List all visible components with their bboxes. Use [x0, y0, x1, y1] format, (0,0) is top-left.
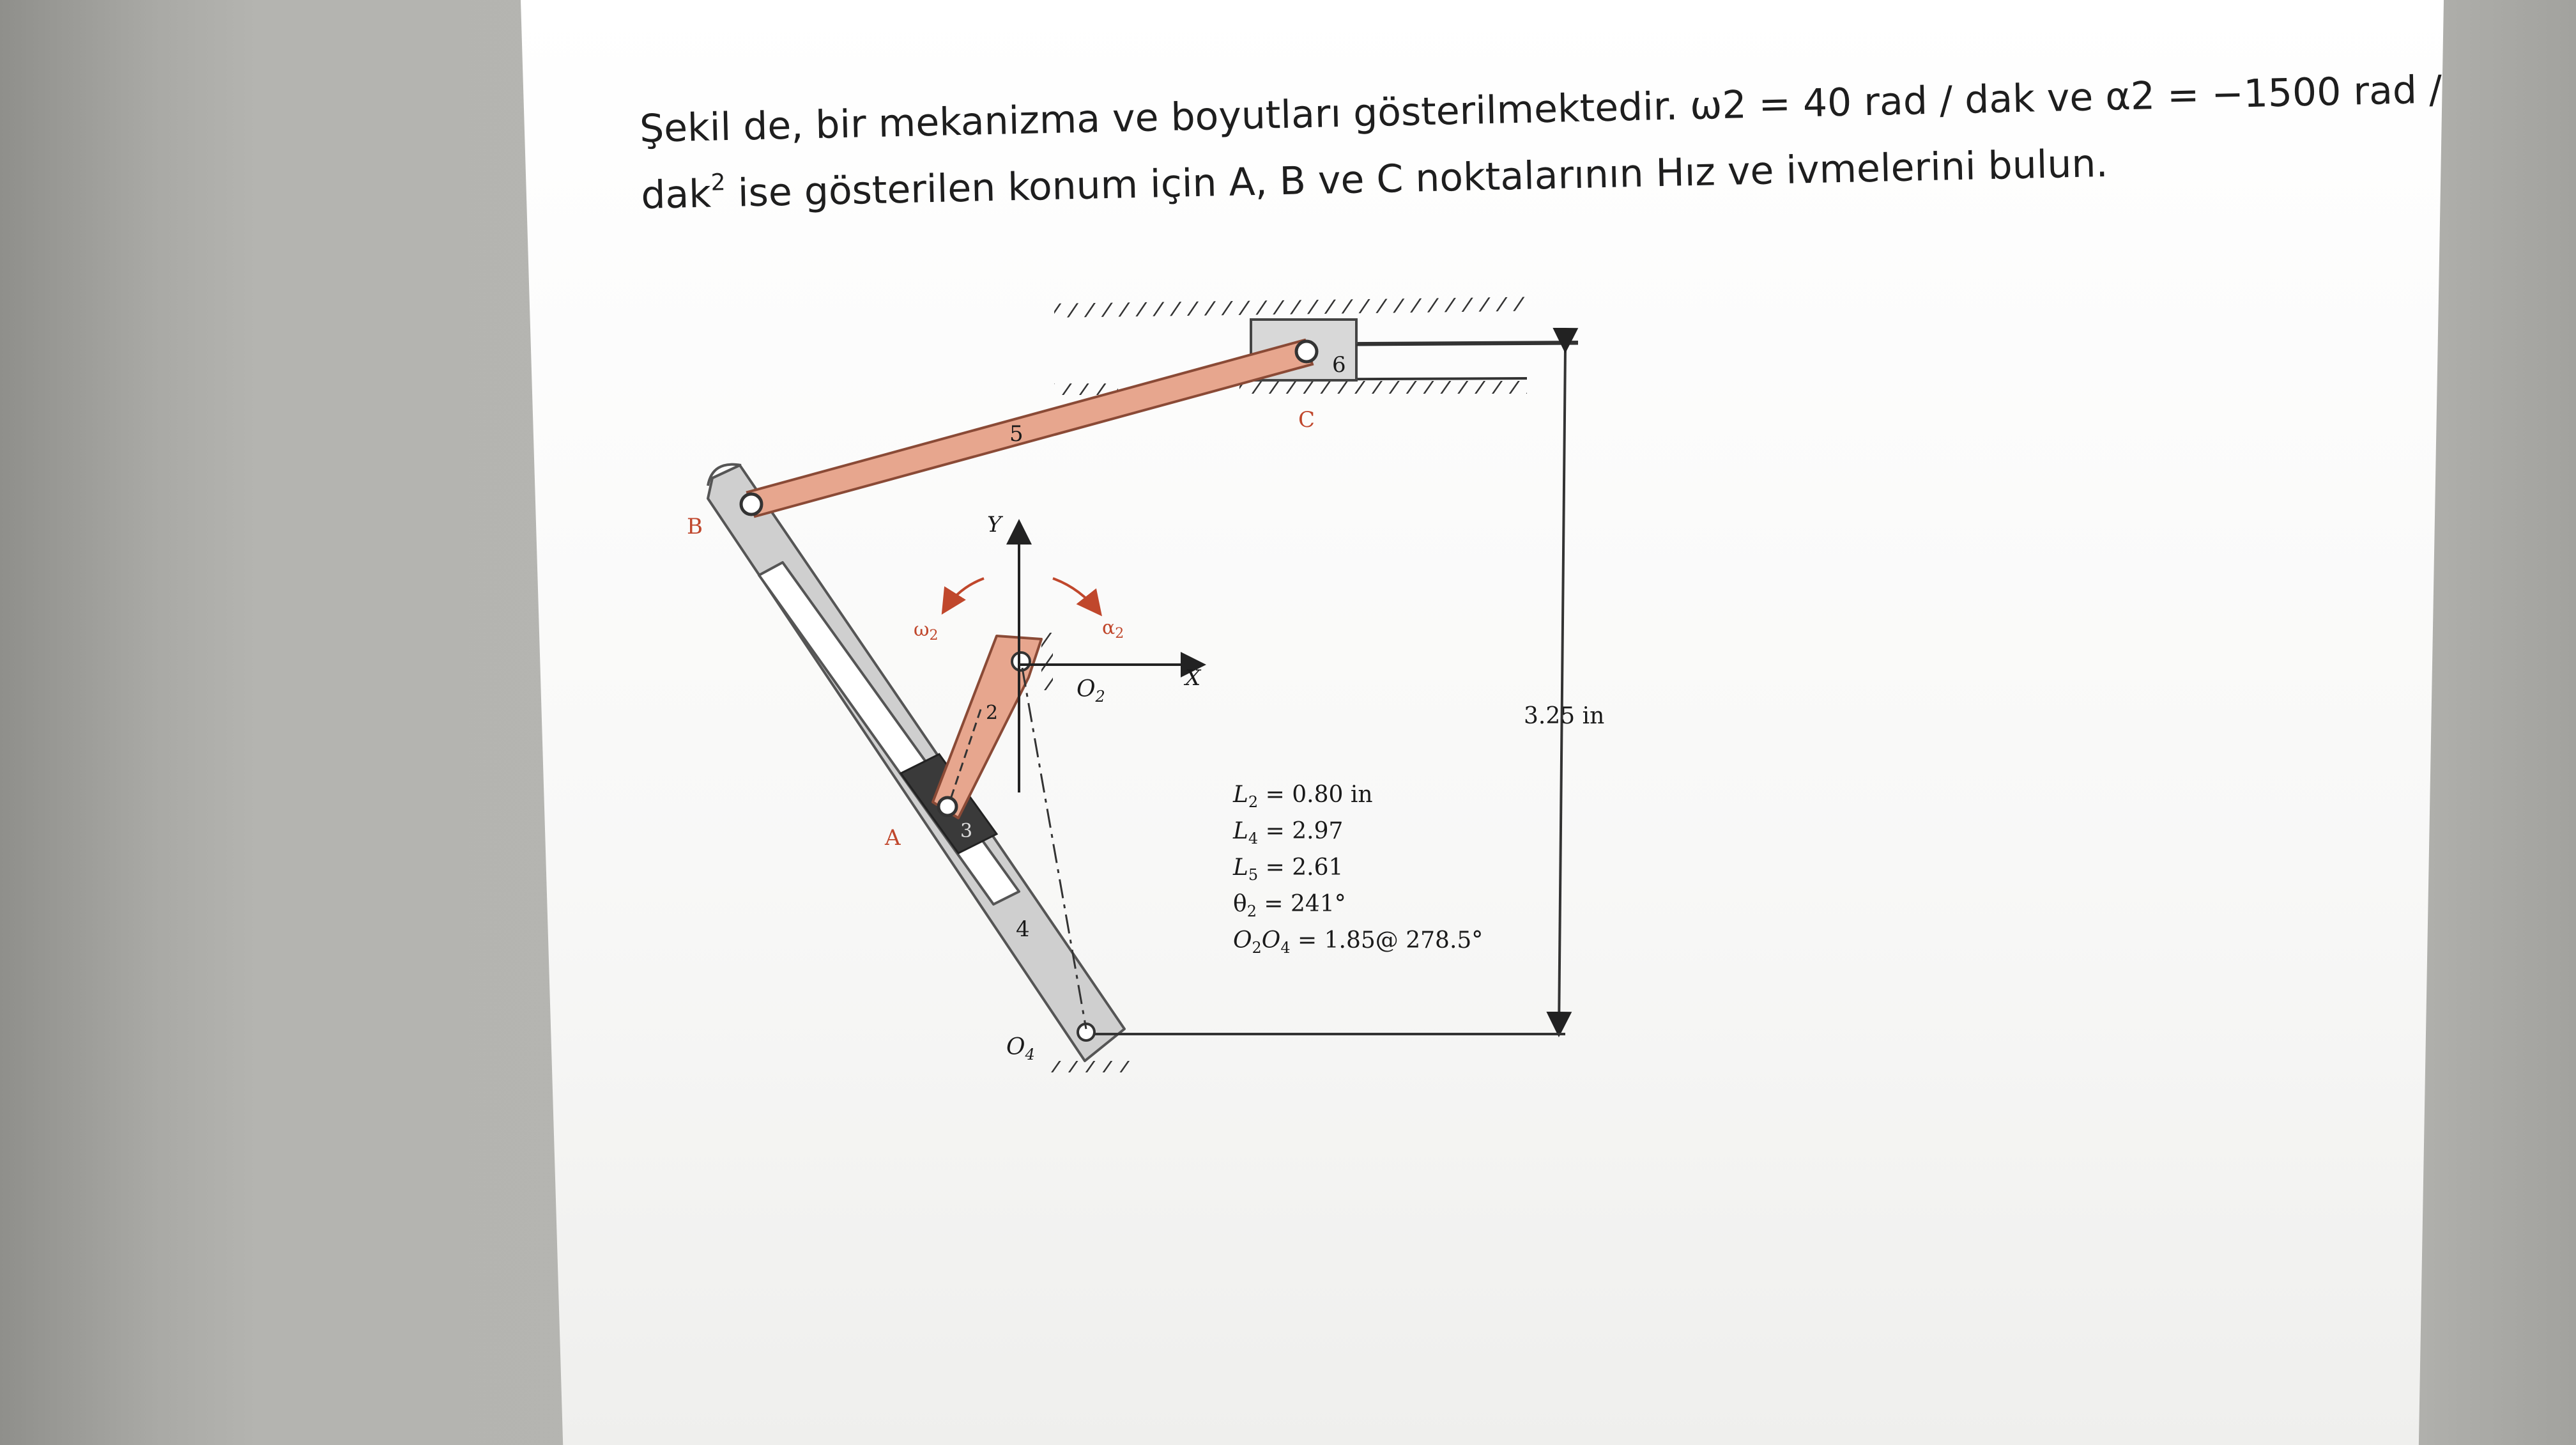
- point-label-b: B: [687, 514, 703, 539]
- spec-o2o4: $O_2O_4$ = 1.85@ 278.5°: [1233, 927, 1483, 957]
- point-label-o4: $O_4$: [1006, 1034, 1035, 1063]
- omega-label: $\omega_2$: [914, 619, 939, 644]
- link-4: [708, 465, 1124, 1061]
- question-line-1: Şekil de, bir mekanizma ve boyutları gösterilmektedir. ω2 = 40 rad / dak ve α2 = −1500 rad /: [639, 67, 2442, 151]
- link-label-2: 2: [986, 702, 999, 724]
- omega-arrow-icon: [944, 578, 984, 610]
- x-axis-label: X: [1185, 665, 1201, 691]
- point-label-o2: $O_2$: [1077, 676, 1105, 706]
- alpha-arrow-icon: [1053, 578, 1099, 612]
- spec-l2: $L_2 = 0.80$ in: [1233, 782, 1373, 811]
- point-label-a: A: [885, 825, 901, 851]
- top-ground: [1054, 297, 1527, 318]
- spec-list: [1232, 782, 1483, 957]
- question-line-2-start: dak: [640, 171, 712, 218]
- spec-l5: $L_5 = 2.61$: [1233, 854, 1344, 884]
- question-line-2-end: ise gösterilen konum için A, B ve C noktalarının Hız ve ivmelerini bulun.: [725, 141, 2109, 217]
- link-5: [747, 340, 1312, 516]
- dimension-label: 3.25 in: [1524, 703, 1605, 729]
- link-label-6: 6: [1332, 352, 1346, 378]
- y-axis-label: Y: [987, 512, 1002, 537]
- spec-theta2: $\theta_2 = 241^\circ$: [1233, 891, 1346, 920]
- joint-a: [939, 798, 956, 815]
- question-superscript: 2: [710, 169, 726, 196]
- link-label-4: 4: [1016, 916, 1030, 942]
- joint-b: [741, 494, 762, 514]
- link-label-3: 3: [960, 820, 973, 842]
- alpha-label: $\alpha_2$: [1102, 617, 1124, 642]
- spec-l4: $L_4 = 2.97$: [1233, 818, 1344, 847]
- point-label-c: C: [1298, 407, 1315, 433]
- joint-c: [1296, 341, 1317, 362]
- link-label-5: 5: [1009, 421, 1023, 447]
